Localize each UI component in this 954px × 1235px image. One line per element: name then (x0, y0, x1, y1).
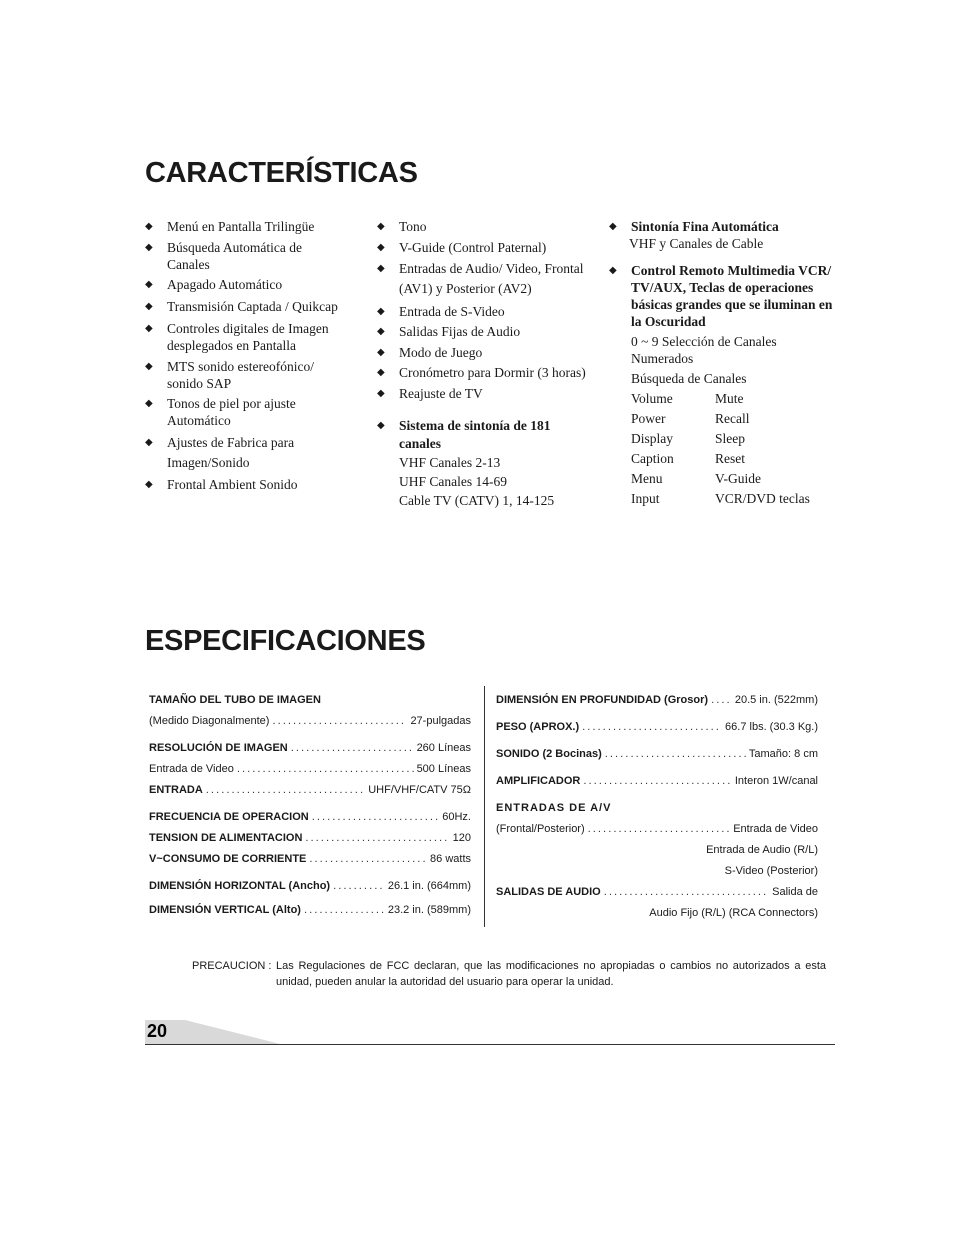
diamond-bullet-icon: ◆ (145, 436, 153, 448)
remote-line: Búsqueda de Canales (631, 371, 747, 386)
remote-key: VCR/DVD teclas (715, 491, 810, 506)
feature-item: ◆ Tonos de piel por ajuste Automático (145, 396, 296, 428)
feature-item: ◆ Búsqueda Automática de Canales (145, 239, 302, 272)
specs-title: ESPECIFICACIONES (145, 625, 426, 657)
diamond-bullet-icon: ◆ (377, 367, 385, 378)
spec-row: DIMENSIÓN VERTICAL (Alto) ..... 23.2 in. (589mm) (149, 900, 471, 921)
spec-row: SALIDAS DE AUDIO ..... Salida de (496, 882, 818, 903)
remote-key: Menu (631, 471, 663, 486)
diamond-bullet-icon: ◆ (377, 420, 385, 431)
diamond-bullet-icon: ◆ (377, 241, 385, 253)
footer-rule (145, 1044, 835, 1045)
spec-row: RESOLUCIÓN DE IMAGEN ..... 260 Líneas (149, 738, 471, 759)
feature-item: ◆ Entradas de Audio/ Video, Frontal (AV1) y Posterior (AV2) (377, 261, 584, 296)
spec-value: Audio Fijo (R/L) (RCA Connectors) (649, 907, 818, 919)
spec-label: ENTRADAS DE A/V (496, 802, 612, 814)
spec-value: Entrada de Audio (R/L) (706, 844, 818, 856)
fine-tune-line: VHF y Canales de Cable (629, 236, 764, 251)
precaution-text: Las Regulaciones de FCC declaran, que las modificaciones no apropiadas o cambios no autorizados a esta unidad, pueden anular la autoridad del usuario para operar la unidad. (276, 960, 826, 988)
remote-keys-grid (609, 390, 839, 507)
feature-item: ◆ Frontal Ambient Sonido (145, 477, 298, 492)
feature-item: ◆ Menú en Pantalla Trilingüe (145, 219, 315, 234)
features-column-3 (609, 218, 839, 507)
remote-key: Reset (715, 451, 745, 466)
feature-item: ◆ Controles digitales de Imagen desplegados en Pantalla (145, 321, 329, 353)
spec-row: Entrada de Video ..... 500 Líneas (149, 759, 471, 780)
spec-row: DIMENSIÓN EN PROFUNDIDAD (Grosor) ..... 20.5 in. (522mm) (496, 690, 818, 711)
remote-key: Recall (715, 411, 750, 426)
feature-item: ◆ Tono (377, 219, 427, 234)
remote-key: Power (631, 411, 666, 426)
diamond-bullet-icon: ◆ (609, 265, 617, 276)
diamond-bullet-icon: ◆ (377, 326, 385, 337)
diamond-bullet-icon: ◆ (145, 221, 153, 232)
spec-row: DIMENSIÓN HORIZONTAL (Ancho) ..... 26.1 in. (664mm) (149, 876, 471, 897)
spec-label: TAMAÑO DEL TUBO DE IMAGEN (149, 694, 321, 706)
spec-row: AMPLIFICADOR ..... Interon 1W/canal (496, 771, 818, 792)
diamond-bullet-icon: ◆ (377, 305, 385, 317)
diamond-bullet-icon: ◆ (377, 263, 385, 274)
remote-key: Input (631, 491, 660, 506)
feature-item: ◆ Ajustes de Fabrica para Imagen/Sonido (145, 434, 295, 470)
remote-key: Mute (715, 391, 744, 406)
remote-key: V-Guide (715, 471, 761, 486)
diamond-bullet-icon: ◆ (377, 387, 385, 399)
tuner-line: VHF Canales 2-13 (399, 455, 501, 470)
diamond-bullet-icon: ◆ (145, 323, 153, 334)
tuner-heading: ◆ Sistema de sintonía de 181 canales (377, 418, 551, 451)
diamond-bullet-icon: ◆ (145, 300, 153, 312)
tuner-line: UHF Canales 14-69 (399, 474, 507, 489)
remote-key: Caption (631, 451, 674, 466)
feature-item: ◆ Entrada de S-Video (377, 303, 505, 319)
precaution-note (192, 958, 826, 990)
feature-item: ◆ V-Guide (Control Paternal) (377, 239, 547, 255)
features-column-1 (145, 218, 345, 497)
remote-line: 0 ~ 9 Selección de Canales Numerados (631, 334, 777, 366)
feature-item: ◆ Reajuste de TV (377, 385, 483, 401)
diamond-bullet-icon: ◆ (377, 346, 385, 358)
spec-row: V~CONSUMO DE CORRIENTE ..... 86 watts (149, 849, 471, 870)
spec-row: (Medido Diagonalmente) ..... 27-pulgadas (149, 711, 471, 732)
tuner-line: Cable TV (CATV) 1, 14-125 (399, 493, 555, 508)
spec-row: PESO (APROX.) ..... 66.7 lbs. (30.3 Kg.) (496, 717, 818, 738)
diamond-bullet-icon: ◆ (609, 221, 617, 232)
spec-value: S-Video (Posterior) (724, 865, 818, 877)
feature-item: ◆ Cronómetro para Dormir (3 horas) (377, 365, 586, 380)
spec-row: SONIDO (2 Bocinas) ..... Tamaño: 8 cm (496, 744, 818, 765)
spec-row: ENTRADA ..... UHF/VHF/CATV 75Ω (149, 780, 471, 801)
spec-row: TENSION DE ALIMENTACION ..... 120 (149, 828, 471, 849)
spec-row: (Frontal/Posterior) ..... Entrada de Video (496, 819, 818, 840)
diamond-bullet-icon: ◆ (145, 398, 153, 409)
diamond-bullet-icon: ◆ (377, 221, 385, 232)
diamond-bullet-icon: ◆ (145, 360, 153, 372)
spec-row: FRECUENCIA DE OPERACION ..... 60Hz. (149, 807, 471, 828)
feature-item: ◆ Salidas Fijas de Audio (377, 324, 521, 339)
page-number: 20 (147, 1021, 168, 1041)
feature-item: ◆ Transmisión Captada / Quikcap (145, 297, 345, 317)
remote-key: Volume (631, 391, 673, 406)
remote-key: Sleep (715, 431, 745, 446)
remote-key: Display (631, 431, 673, 446)
specs-left-column (149, 690, 471, 921)
diamond-bullet-icon: ◆ (145, 279, 153, 290)
diamond-bullet-icon: ◆ (145, 479, 153, 490)
feature-item: ◆ MTS sonido estereofónico/ sonido SAP (145, 358, 314, 391)
feature-item: ◆ Modo de Juego (377, 344, 483, 360)
specs-right-column (496, 690, 818, 924)
specs-divider (484, 686, 485, 927)
features-title: CARACTERÍSTICAS (145, 157, 418, 189)
remote-heading: ◆ Control Remoto Multimedia VCR/ TV/AUX, Teclas de operaciones básicas grandes que se iluminan en la Oscuridad (609, 263, 833, 329)
precaution-label: PRECAUCION : (192, 960, 272, 972)
fine-tune-heading: ◆ Sintonía Fina Automática (609, 219, 779, 234)
feature-item: ◆ Apagado Automático (145, 277, 283, 292)
diamond-bullet-icon: ◆ (145, 241, 153, 253)
features-column-2 (377, 218, 587, 510)
